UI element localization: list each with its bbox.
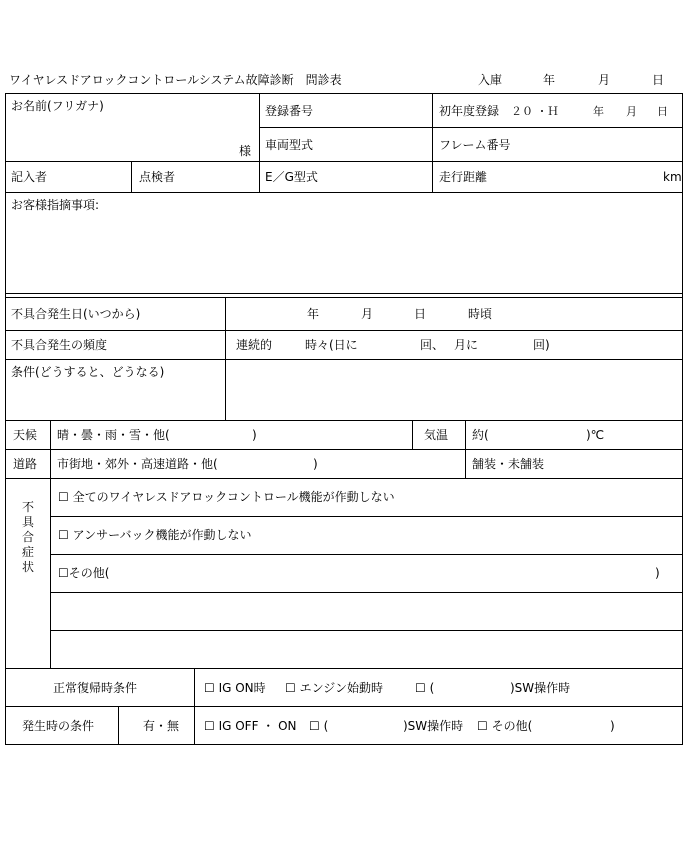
table-border-bottom	[5, 744, 683, 745]
occurrence-other-close: )	[610, 719, 615, 733]
rule	[465, 420, 466, 479]
recovery-engine-start[interactable]: ☐ エンジン始動時	[285, 681, 383, 695]
form-title: ワイヤレスドアロックコントロールシステム故障診断 問診表	[9, 73, 342, 87]
recovery-label: 正常復帰時条件	[53, 681, 138, 695]
registration-number-label: 登録番号	[265, 104, 314, 118]
rule	[5, 668, 683, 669]
symptoms-label: 不具合症状	[21, 500, 34, 574]
km-unit: km	[663, 170, 682, 184]
rule	[5, 192, 683, 193]
rule	[5, 706, 683, 707]
sama-label: 様	[239, 144, 252, 158]
occurrence-other[interactable]: ☐ その他(	[477, 719, 533, 733]
recovery-sw-close: )SW操作時	[510, 681, 571, 695]
rule	[50, 420, 51, 669]
customer-notes-label: お客様指摘事項:	[11, 198, 100, 212]
first-registration-label: 初年度登録	[439, 104, 500, 118]
rule	[50, 630, 683, 631]
occurrence-sw[interactable]: ☐ (	[309, 719, 329, 733]
occurrence-date-label: 不具合発生日(いつから)	[11, 307, 141, 321]
rule	[5, 293, 683, 294]
road-label: 道路	[13, 457, 38, 471]
nyuko-year: 年	[543, 73, 556, 87]
table-border-left	[5, 93, 6, 745]
writer-label: 記入者	[11, 170, 48, 184]
frequency-times-per-month: 回)	[533, 338, 550, 352]
symptom-all-functions[interactable]: ☐ 全てのワイヤレスドアロックコントロール機能が作動しない	[58, 490, 395, 504]
paving-options: 舗装・未舗装	[472, 457, 545, 471]
temperature-unit: )℃	[586, 428, 605, 442]
name-label: お名前(フリガナ)	[11, 99, 104, 113]
frequency-sometimes: 時々(日に	[305, 338, 358, 352]
occurrence-ig-off-on[interactable]: ☐ IG OFF ・ ON	[204, 719, 297, 733]
rule	[5, 330, 683, 331]
mileage-label: 走行距離	[439, 170, 488, 184]
rule	[50, 592, 683, 593]
frequency-per-month: 月に	[454, 338, 479, 352]
occurrence-yes-no: 有・無	[143, 719, 180, 733]
rule	[5, 297, 683, 298]
occurrence-year: 年	[307, 307, 320, 321]
vehicle-model-label: 車両型式	[265, 138, 314, 152]
rule	[5, 359, 683, 360]
rule	[5, 478, 683, 479]
engine-model-label: E／G型式	[265, 170, 318, 184]
condition-label: 条件(どうすると、どうなる)	[11, 365, 165, 379]
frequency-continuous: 連続的	[236, 338, 273, 352]
road-close: )	[313, 457, 318, 471]
occurrence-sw-close: )SW操作時	[403, 719, 464, 733]
rule	[5, 161, 683, 162]
rule	[131, 161, 132, 193]
rule	[5, 449, 683, 450]
rule	[259, 93, 260, 193]
symptom-answerback[interactable]: ☐ アンサーバック機能が作動しない	[58, 528, 252, 542]
occurrence-month: 月	[361, 307, 374, 321]
first-registration-day: 日	[657, 105, 668, 118]
frame-number-label: フレーム番号	[439, 138, 511, 152]
first-registration-year: 年	[593, 105, 604, 118]
occurrence-condition-label: 発生時の条件	[22, 719, 95, 733]
first-registration-era: ２０ ・Ｈ	[511, 105, 559, 118]
nyuko-month: 月	[598, 73, 611, 87]
weather-close: )	[252, 428, 257, 442]
table-border-top	[5, 93, 683, 94]
first-registration-month: 月	[626, 105, 637, 118]
frequency-label: 不具合発生の頻度	[11, 338, 108, 352]
rule	[5, 420, 683, 421]
recovery-ig-on[interactable]: ☐ IG ON時	[204, 681, 266, 695]
frequency-times-per-day: 回、	[420, 338, 445, 352]
table-border-right	[682, 93, 683, 745]
symptom-other[interactable]: ☐その他(	[58, 566, 110, 580]
weather-options: 晴・曇・雨・雪・他(	[57, 428, 170, 442]
rule	[50, 554, 683, 555]
temperature-value: 約(	[472, 428, 489, 442]
recovery-sw[interactable]: ☐ (	[415, 681, 435, 695]
rule	[432, 93, 433, 193]
weather-label: 天候	[13, 428, 38, 442]
rule	[259, 127, 683, 128]
rule	[225, 297, 226, 421]
rule	[194, 668, 195, 745]
rule	[412, 420, 413, 450]
road-options: 市街地・郊外・高速道路・他(	[57, 457, 218, 471]
inspector-label: 点検者	[139, 170, 176, 184]
temperature-label: 気温	[424, 428, 449, 442]
nyuko-label: 入庫	[478, 73, 503, 87]
nyuko-day: 日	[652, 73, 665, 87]
occurrence-time: 時頃	[468, 307, 493, 321]
symptom-other-close: )	[655, 566, 660, 580]
occurrence-day: 日	[414, 307, 427, 321]
rule	[50, 516, 683, 517]
rule	[118, 706, 119, 745]
